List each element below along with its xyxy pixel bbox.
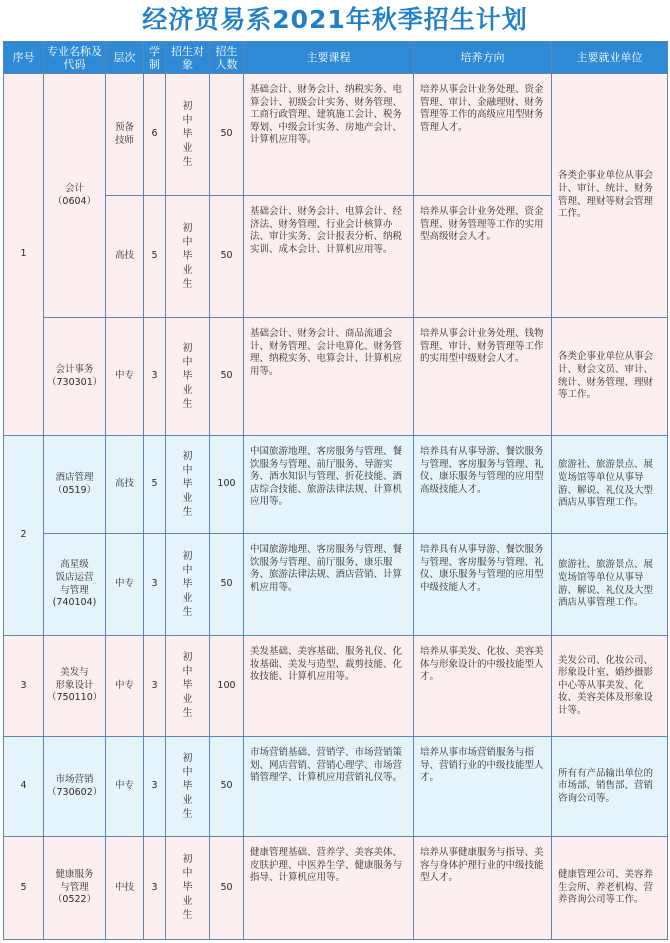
table-row bbox=[4, 636, 668, 737]
years: 6 bbox=[144, 74, 166, 196]
years: 5 bbox=[144, 436, 166, 534]
target-text: 初中毕业生 bbox=[182, 550, 193, 618]
level: 中技 bbox=[106, 837, 144, 940]
years: 3 bbox=[144, 318, 166, 436]
table-row bbox=[4, 436, 668, 534]
jobs: 各类企事业单位从事会计、财会文员、审计、统计、财务管理、理财等工作。 bbox=[552, 318, 668, 436]
target bbox=[166, 196, 210, 318]
header-row bbox=[4, 42, 668, 74]
header-courses: 主要课程 bbox=[244, 42, 414, 74]
target-text: 初中毕业生 bbox=[182, 222, 193, 290]
years: 3 bbox=[144, 534, 166, 636]
courses: 基础会计、财务会计、商品流通会计、财务管理、会计电算化、财务管理、纳税实务、电算会计、计算机应用等。 bbox=[244, 318, 414, 436]
count: 100 bbox=[210, 636, 244, 737]
table-row bbox=[4, 74, 668, 196]
count: 50 bbox=[210, 837, 244, 940]
target bbox=[166, 737, 210, 837]
courses: 基础会计、财务会计、纳税实务、电算会计、初级会计实务、财务管理、工商行政管理、建筑施工会计、税务筹划、中级会计实务、房地产会计、计算机应用等。 bbox=[244, 74, 414, 196]
count: 50 bbox=[210, 196, 244, 318]
target bbox=[166, 318, 210, 436]
count: 100 bbox=[210, 436, 244, 534]
courses: 中国旅游地理、客房服务与管理、餐饮服务与管理、前厅服务、导游实务、酒水知识与管理、折花技能、酒店综合技能、旅游法律法规、计算机应用等。 bbox=[244, 436, 414, 534]
major-name: 酒店管理 （0519） bbox=[44, 436, 106, 534]
target bbox=[166, 636, 210, 737]
count: 50 bbox=[210, 534, 244, 636]
jobs: 美发公司、化妆公司、形象设计室、婚纱摄影中心等从事美发、化妆、美容美体及形象设计等。 bbox=[552, 636, 668, 737]
target bbox=[166, 436, 210, 534]
courses: 基础会计、财务会计、电算会计、经济法、财务管理、行业会计核算办法、审计实务、会计报表分析、纳税实训、成本会计、计算机应用等。 bbox=[244, 196, 414, 318]
header-count: 招生人数 bbox=[210, 42, 244, 74]
enrollment-plan-table bbox=[3, 41, 668, 940]
level: 高技 bbox=[106, 196, 144, 318]
target-text: 初中毕业生 bbox=[182, 100, 193, 168]
header-major: 专业名称及代码 bbox=[44, 42, 106, 74]
direction: 培养从事市场营销服务与指导、营销行业的中级技能型人才。 bbox=[414, 737, 552, 837]
group-index: 4 bbox=[4, 737, 44, 837]
direction: 培养具有从事导游、餐饮服务与管理、客房服务与管理、礼仪、康乐服务与管理的应用型高级技能人才。 bbox=[414, 436, 552, 534]
header-years: 学制 bbox=[144, 42, 166, 74]
page-title: 经济贸易系2021年秋季招生计划 bbox=[142, 5, 528, 34]
target bbox=[166, 534, 210, 636]
major-name: 美发与 形象设计 （750110） bbox=[44, 636, 106, 737]
table-body bbox=[4, 74, 668, 940]
jobs: 旅游社、旅游景点、展览场馆等单位从事导游、解说、礼仪及大型酒店从事管理工作。 bbox=[552, 534, 668, 636]
level: 中专 bbox=[106, 737, 144, 837]
header-target: 招生对象 bbox=[166, 42, 210, 74]
target-text: 初中毕业生 bbox=[182, 342, 193, 410]
direction: 培养从事会计业务处理、资金管理、审计、金融理财、财务管理等工作的高级应用型财务管理人才。 bbox=[414, 74, 552, 196]
major-name: 会计 （0604） bbox=[44, 74, 106, 318]
header-index: 序号 bbox=[4, 42, 44, 74]
level: 中专 bbox=[106, 636, 144, 737]
level: 预备 技师 bbox=[106, 74, 144, 196]
years: 3 bbox=[144, 636, 166, 737]
courses: 美发基础、美容基础、服务礼仪、化妆基础、美发与造型、裁剪技能、化妆技能、计算机应用等。 bbox=[244, 636, 414, 737]
major-name: 会计事务 （730301） bbox=[44, 318, 106, 436]
direction: 培养从事会计业务处理、钱物管理、审计、财务管理等工作的实用型中级财会人才。 bbox=[414, 318, 552, 436]
jobs: 旅游社、旅游景点、展览场馆等单位从事导游、解说、礼仪及大型酒店从事管理工作。 bbox=[552, 436, 668, 534]
table-row bbox=[4, 837, 668, 940]
group-index: 2 bbox=[4, 436, 44, 636]
table-row bbox=[4, 737, 668, 837]
direction: 培养从事美发、化妆、美容美体与形象设计的中级技能型人才。 bbox=[414, 636, 552, 737]
level: 中专 bbox=[106, 318, 144, 436]
count: 50 bbox=[210, 74, 244, 196]
target-text: 初中毕业生 bbox=[182, 450, 193, 518]
level: 中专 bbox=[106, 534, 144, 636]
jobs: 各类企事业单位从事会计、审计、统计、财务管理、理财等财会管理工作。 bbox=[552, 74, 668, 318]
major-name: 高星级 饭店运营 与管理 (740104) bbox=[44, 534, 106, 636]
group-index: 5 bbox=[4, 837, 44, 940]
count: 50 bbox=[210, 737, 244, 837]
target-text: 初中毕业生 bbox=[182, 752, 193, 820]
years: 3 bbox=[144, 837, 166, 940]
major-name: 市场营销 （730602） bbox=[44, 737, 106, 837]
years: 3 bbox=[144, 737, 166, 837]
group-index: 3 bbox=[4, 636, 44, 737]
table-row bbox=[4, 534, 668, 636]
courses: 市场营销基础、营销学、市场营销策划、网店营销、营销心理学、市场营销管理学、计算机应用营销礼仪等。 bbox=[244, 737, 414, 837]
group-index: 1 bbox=[4, 74, 44, 436]
table-row bbox=[4, 318, 668, 436]
target bbox=[166, 837, 210, 940]
target bbox=[166, 74, 210, 196]
target-text: 初中毕业生 bbox=[182, 652, 193, 719]
level: 高技 bbox=[106, 436, 144, 534]
count: 50 bbox=[210, 318, 244, 436]
courses: 中国旅游地理、客房服务与管理、餐饮服务与管理、前厅服务、康乐服务、旅游法律法规、酒店营销、计算机应用等。 bbox=[244, 534, 414, 636]
header-level: 层次 bbox=[106, 42, 144, 74]
courses: 健康管理基础、营养学、美容美体、皮肤护理、中医养生学、健康服务与指导、计算机应用等。 bbox=[244, 837, 414, 940]
header-jobs: 主要就业单位 bbox=[552, 42, 668, 74]
direction: 培养具有从事导游、餐饮服务与管理、客房服务与管理、礼仪、康乐服务与管理的应用型中级技能人才。 bbox=[414, 534, 552, 636]
years: 5 bbox=[144, 196, 166, 318]
jobs: 所有有产品输出单位的市场部、销售部、营销咨询公司等。 bbox=[552, 737, 668, 837]
direction: 培养从事会计业务处理、资金管理、财务管理等工作的实用型高级财会人才。 bbox=[414, 196, 552, 318]
direction: 培养从事健康服务与指导、美容与身体护理行业的中级技能型人才。 bbox=[414, 837, 552, 940]
major-name: 健康服务 与管理 （0522） bbox=[44, 837, 106, 940]
jobs: 健康管理公司、美容养生会所、养老机构、营养咨询公司等工作。 bbox=[552, 837, 668, 940]
header-direction: 培养方向 bbox=[414, 42, 552, 74]
target-text: 初中毕业生 bbox=[182, 854, 193, 921]
